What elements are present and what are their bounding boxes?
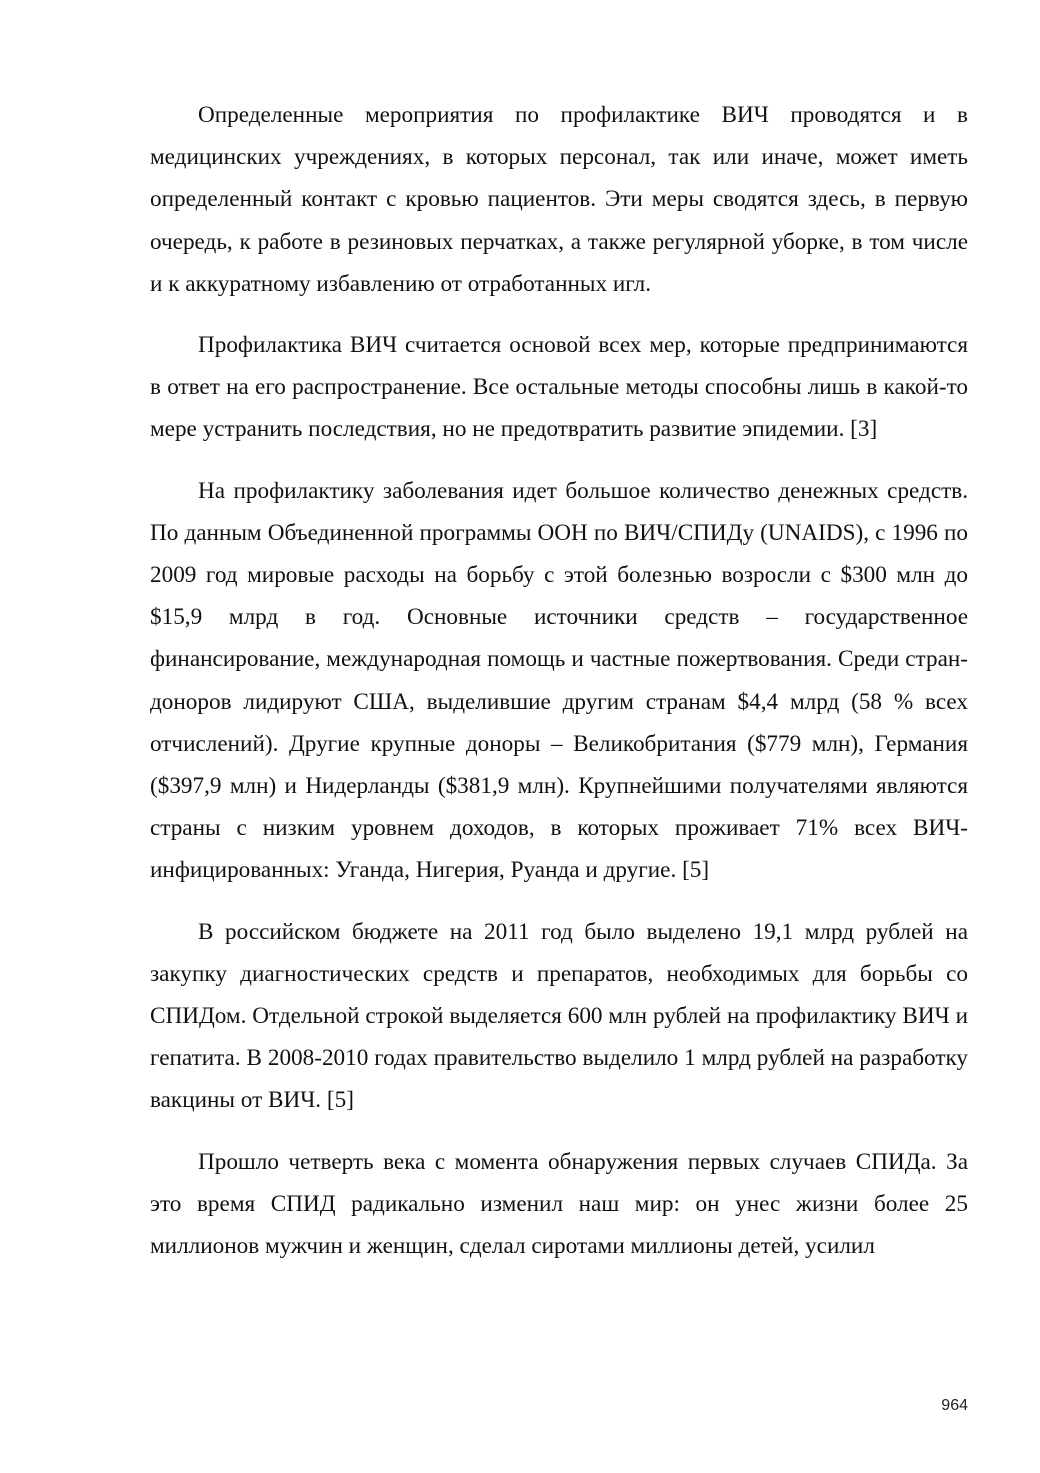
paragraph-prevention-basis: Профилактика ВИЧ считается основой всех мер, которые предпринимаются в ответ на его распространение. Все остальные методы способны лишь в какой-то мере устранить последствия, но не предотвратить развитие эпидемии. [3] [150,332,968,443]
paragraph-quarter-century: Прошло четверть века с момента обнаружения первых случаев СПИДа. За это время СПИД радикально изменил наш мир: он унес жизни более 25 миллионов мужчин и женщин, сделал сиротами миллионы детей, усилил [150,1148,968,1260]
body-text [150,94,968,1286]
paragraph-russian-budget: В российском бюджете на 2011 год было выделено 19,1 млрд рублей на закупку диагностических средств и препаратов, необходимых для борьбы со СПИДом. Отдельной строкой выделяется 600 млн рублей на профилактику ВИЧ и гепатита. В 2008-2010 годах правительство выделило 1 млрд рублей на разработку вакцины от ВИЧ. [5] [150,918,968,1114]
page-number: 964 [941,1397,968,1414]
paragraph-funding-worldwide: На профилактику заболевания идет большое количество денежных средств. По данным Объединенной программы ООН по ВИЧ/СПИДу (UNAIDS), с 1996 по 2009 год мировые расходы на борьбу с этой болезнью возросли с $300 млн до $15,9 млрд в год. Основные источники средств – государственное финансирование, международная помощь и частные пожертвования. Среди стран-доноров лидируют США, выделившие другим странам $4,4 млрд (58 % всех отчислений). Другие крупные доноры – Великобритания ($779 млн), Германия ($397,9 млн) и Нидерланды ($381,9 млн). Крупнейшими получателями являются страны с низким уровнем доходов, в которых проживает 71% всех ВИЧ-инфицированных: Уганда, Нигерия, Руанда и другие. [5] [150,477,969,884]
paragraph-hiv-prevention-medical: Определенные мероприятия по профилактике ВИЧ проводятся и в медицинских учреждениях, в которых персонал, так или иначе, может иметь определенный контакт с кровью пациентов. Эти меры сводятся здесь, в первую очередь, к работе в резиновых перчатках, а также регулярной уборке, в том числе и к аккуратному избавлению от отработанных игл. [150,102,968,297]
